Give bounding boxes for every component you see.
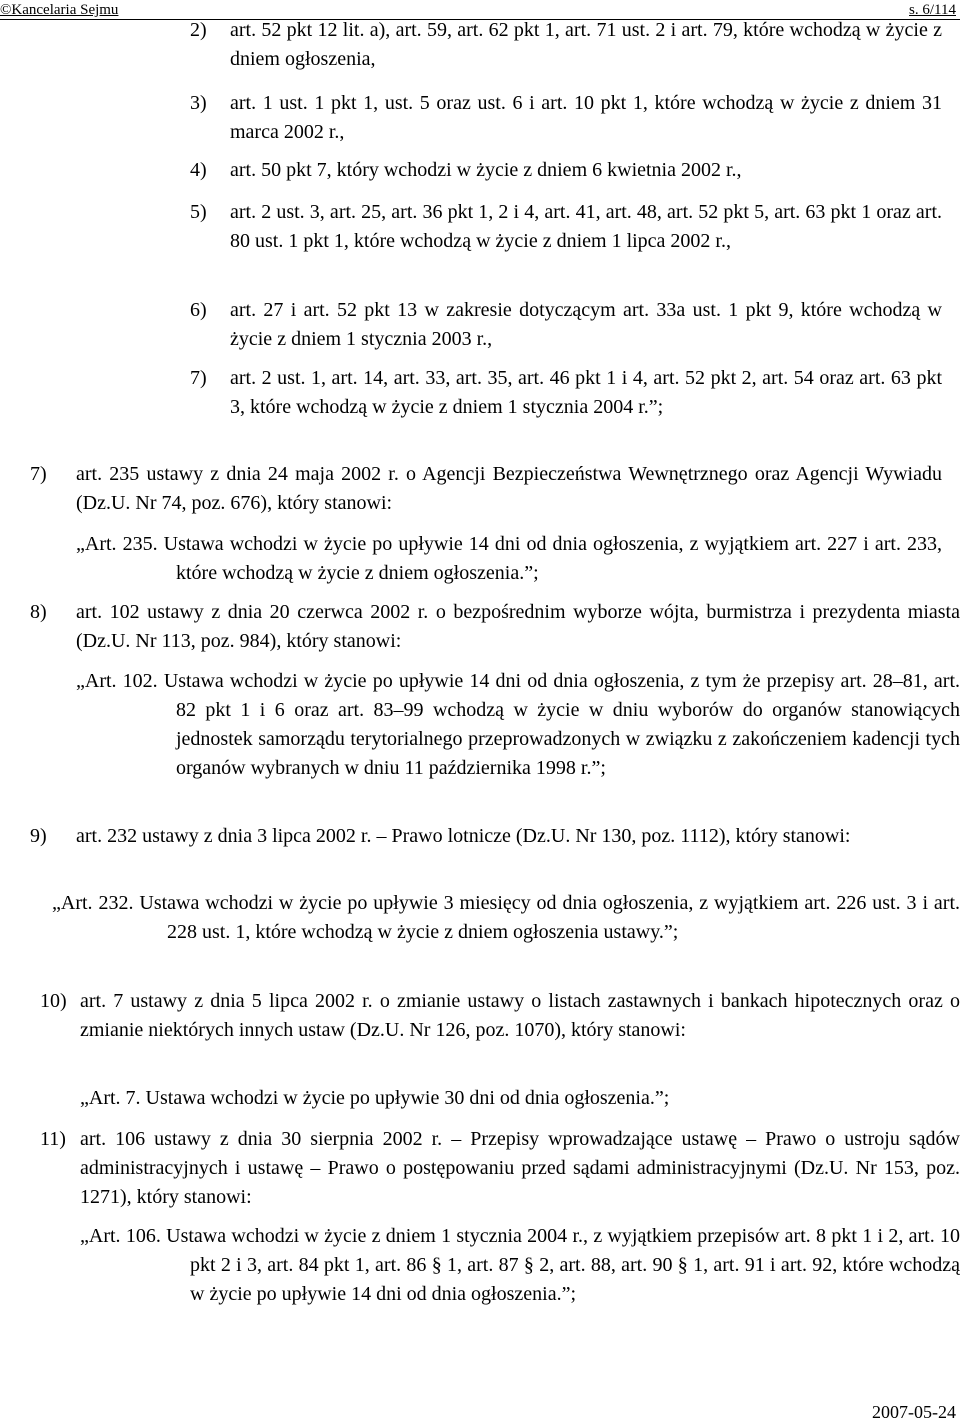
item-text: art. 2 ust. 3, art. 25, art. 36 pkt 1, 2 i 4, art. 41, art. 48, art. 52 pkt 5, art. 63 pkt 1 oraz art. 80 ust. 1 pkt 1, które wchodzą w życie z dniem 1 lipca 2002 r., (230, 201, 942, 252)
item-number: 6) (190, 299, 207, 321)
article-label: „Art. 102. (76, 670, 158, 692)
item-text: art. 232 ustawy z dnia 3 lipca 2002 r. – Prawo lotnicze (Dz.U. Nr 130, poz. 1112), który stanowi: (76, 825, 851, 847)
header-page-number: s. 6/114 (909, 2, 956, 18)
item-number: 8) (30, 601, 47, 623)
header-source: ©Kancelaria Sejmu (0, 2, 119, 18)
article-text: Ustawa wchodzi w życie po upływie 14 dni od dnia ogłoszenia, z wyjątkiem art. 227 i art. 233, które wchodzą w życie z dniem ogłoszenia.”; (163, 533, 942, 584)
article-text: Ustawa wchodzi w życie po upływie 3 miesięcy od dnia ogłoszenia, z wyjątkiem art. 226 ust. 3 i art. 228 ust. 1, które wchodzą w życie z dniem ogłoszenia ustawy.”; (139, 892, 960, 943)
item-text: art. 52 pkt 12 lit. a), art. 59, art. 62 pkt 1, art. 71 ust. 2 i art. 79, które wchodzą w życie z dniem ogłoszenia, (230, 19, 942, 70)
list-item (40, 1125, 960, 1212)
quoted-article (80, 1222, 960, 1309)
list-item (190, 16, 942, 74)
item-number: 2) (190, 19, 207, 41)
article-label: „Art. 7. (80, 1087, 141, 1109)
article-label: „Art. 235. (76, 533, 158, 555)
quoted-article (76, 667, 960, 783)
item-text: art. 50 pkt 7, który wchodzi w życie z dniem 6 kwietnia 2002 r., (230, 159, 742, 181)
list-item (190, 156, 942, 185)
item-text: art. 7 ustawy z dnia 5 lipca 2002 r. o zmianie ustawy o listach zastawnych i bankach hipotecznych oraz o zmianie niektórych innych ustaw (Dz.U. Nr 126, poz. 1070), który stanowi: (80, 990, 960, 1041)
item-number: 5) (190, 201, 207, 223)
item-number: 10) (40, 990, 67, 1012)
article-text: Ustawa wchodzi w życie po upływie 14 dni od dnia ogłoszenia, z tym że przepisy art. 28–81, art. 82 pkt 1 i 6 oraz art. 83–99 wchodzą w życie w dniu wyborów do organów stanowiących jednostek samorządu terytorialnego przeprowadzonych w związku z zakończeniem kadencji tych organów wybranych w dniu 11 października 1998 r.”; (163, 670, 960, 779)
list-item (40, 987, 960, 1045)
item-number: 9) (30, 825, 47, 847)
quoted-article (52, 889, 960, 947)
article-text: Ustawa wchodzi w życie z dniem 1 stycznia 2004 r., z wyjątkiem przepisów art. 8 pkt 1 i 2, art. 10 pkt 2 i 3, art. 84 pkt 1, art. 86 § 1, art. 87 § 2, art. 88, art. 90 § 1, art. 91 i art. 92, które wchodzą w życie po upływie 14 dni od dnia ogłoszenia.”; (166, 1225, 960, 1305)
item-text: art. 102 ustawy z dnia 20 czerwca 2002 r. o bezpośrednim wyborze wójta, burmistrza i prezydenta miasta (Dz.U. Nr 113, poz. 984), który stanowi: (76, 601, 960, 652)
article-label: „Art. 106. (80, 1225, 161, 1247)
quoted-article (76, 530, 942, 588)
list-item (30, 822, 942, 851)
list-item (190, 296, 942, 354)
item-number: 7) (190, 367, 207, 389)
item-number: 3) (190, 92, 207, 114)
article-text: Ustawa wchodzi w życie po upływie 30 dni od dnia ogłoszenia.”; (145, 1087, 670, 1109)
item-number: 7) (30, 463, 47, 485)
item-number: 4) (190, 159, 207, 181)
item-text: art. 27 i art. 52 pkt 13 w zakresie dotyczącym art. 33a ust. 1 pkt 9, które wchodzą w życie z dniem 1 stycznia 2003 r., (230, 299, 942, 350)
item-number: 11) (40, 1128, 66, 1150)
item-text: art. 235 ustawy z dnia 24 maja 2002 r. o Agencji Bezpieczeństwa Wewnętrznego oraz Agencji Wywiadu (Dz.U. Nr 74, poz. 676), który stanowi: (76, 463, 942, 514)
item-text: art. 106 ustawy z dnia 30 sierpnia 2002 r. – Przepisy wprowadzające ustawę – Prawo o ustroju sądów administracyjnych i ustawę – Prawo o postępowaniu przed sądami administracyjnymi (Dz.U. Nr 153, poz. 1271), który stanowi: (80, 1128, 960, 1208)
list-item (190, 198, 942, 256)
list-item (190, 89, 942, 147)
item-text: art. 1 ust. 1 pkt 1, ust. 5 oraz ust. 6 i art. 10 pkt 1, które wchodzą w życie z dniem 31 marca 2002 r., (230, 92, 942, 143)
list-item (30, 460, 942, 518)
article-label: „Art. 232. (52, 892, 134, 914)
item-text: art. 2 ust. 1, art. 14, art. 33, art. 35, art. 46 pkt 1 i 4, art. 52 pkt 2, art. 54 oraz art. 63 pkt 3, które wchodzą w życie z dniem 1 stycznia 2004 r.”; (230, 367, 942, 418)
list-item (190, 364, 942, 422)
footer-date: 2007-05-24 (872, 1402, 956, 1422)
quoted-article (80, 1084, 940, 1113)
list-item (30, 598, 960, 656)
